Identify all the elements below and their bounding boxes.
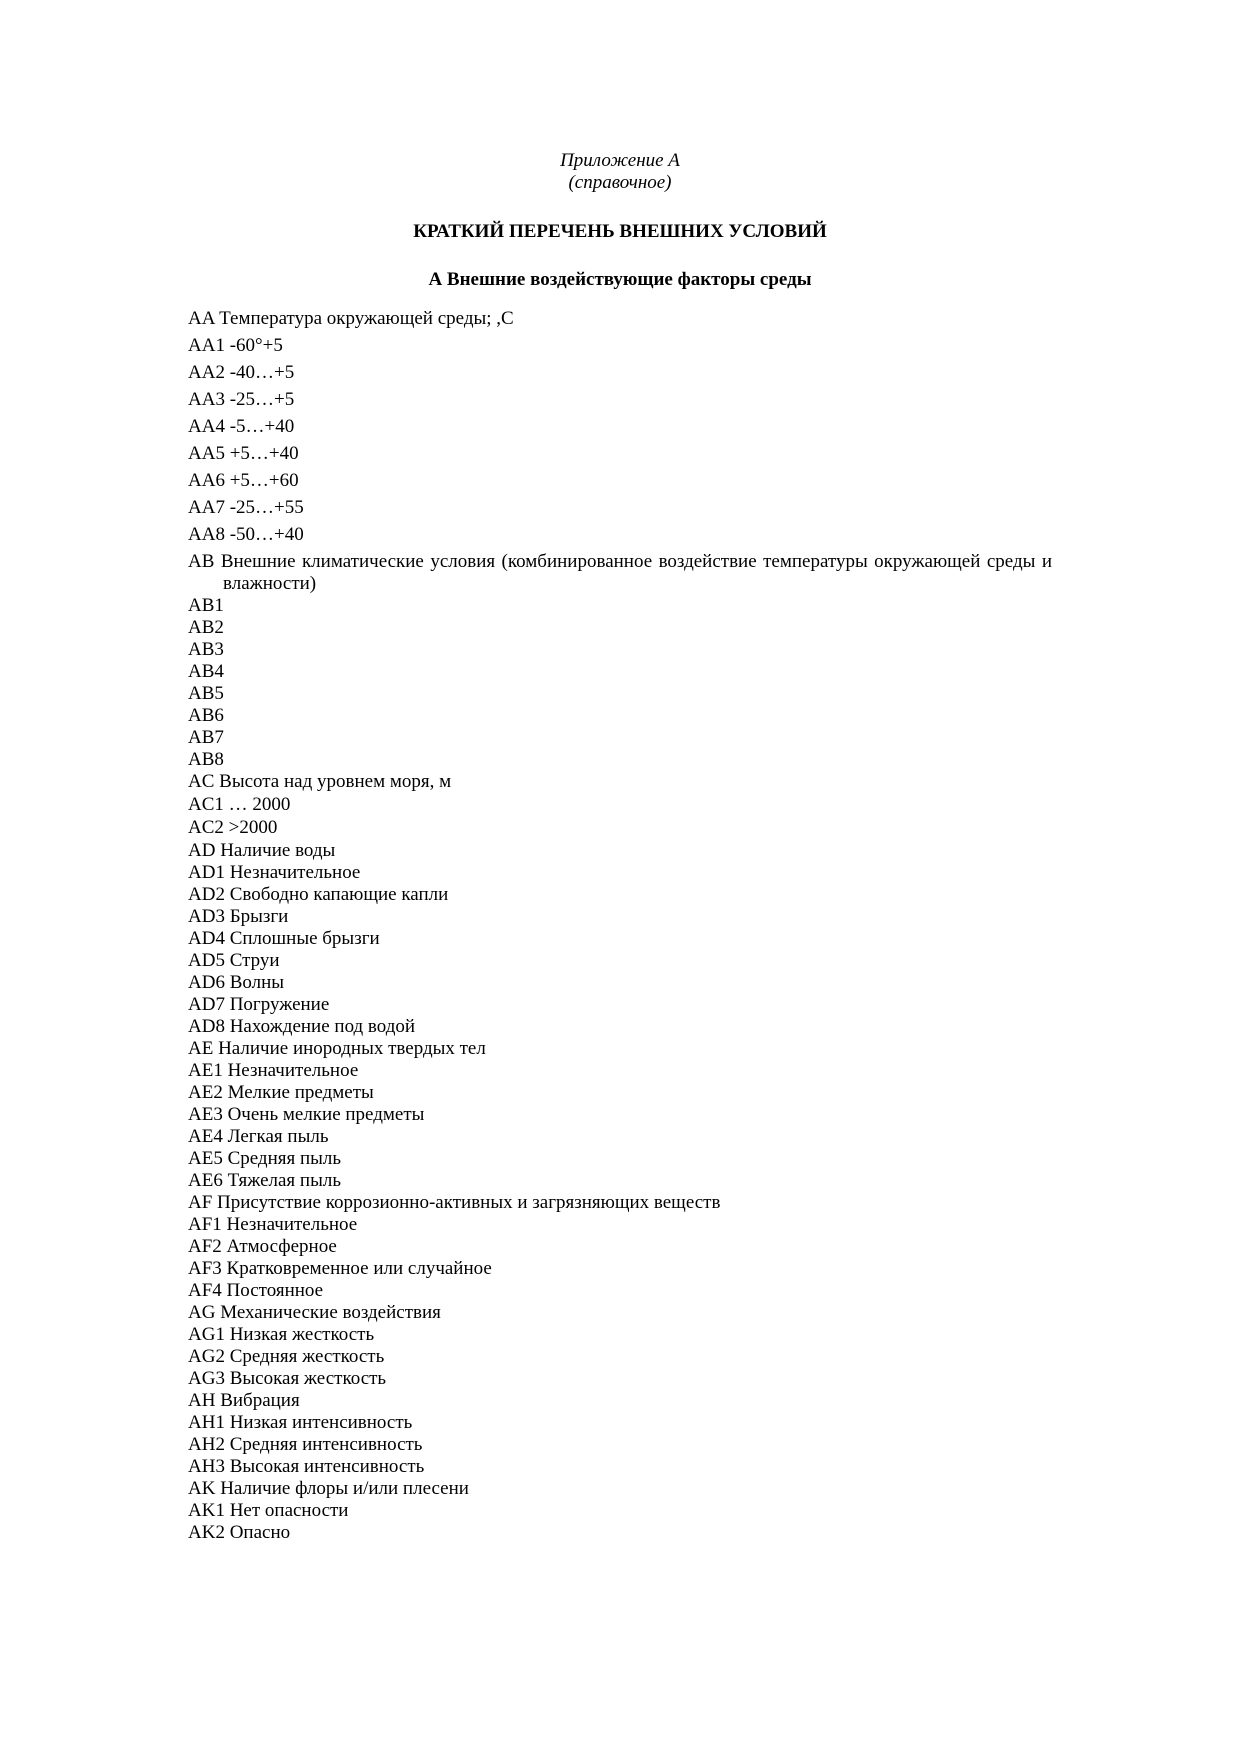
list-item: AA1 -60°+5: [188, 335, 283, 356]
list-item: AC2 >2000: [188, 817, 278, 838]
list-item: AH3 Высокая интенсивность: [188, 1456, 425, 1477]
list-item: AE6 Тяжелая пыль: [188, 1170, 341, 1191]
list-item: AD1 Незначительное: [188, 862, 361, 883]
list-item: AF1 Незначительное: [188, 1214, 358, 1235]
list-item: AA3 -25…+5: [188, 389, 295, 410]
document-title: КРАТКИЙ ПЕРЕЧЕНЬ ВНЕШНИХ УСЛОВИЙ: [413, 221, 827, 242]
list-item: AD5 Струи: [188, 950, 280, 971]
list-item: AF3 Кратковременное или случайное: [188, 1258, 492, 1279]
list-item: AB6: [188, 705, 224, 726]
list-item: AG2 Средняя жесткость: [188, 1346, 385, 1367]
list-item: AE2 Мелкие предметы: [188, 1082, 374, 1103]
list-item: AG Механические воздействия: [188, 1302, 441, 1323]
list-item: AE Наличие инородных твердых тел: [188, 1038, 486, 1059]
list-item: AE3 Очень мелкие предметы: [188, 1104, 425, 1125]
list-item: AB8: [188, 749, 224, 770]
appendix-note: (справочное): [568, 172, 672, 193]
list-item: AA6 +5…+60: [188, 470, 299, 491]
list-item: AA7 -25…+55: [188, 497, 304, 518]
list-item: AF4 Постоянное: [188, 1280, 324, 1301]
list-item: AB4: [188, 661, 224, 682]
list-item: AD4 Сплошные брызги: [188, 928, 380, 949]
list-item: AF Присутствие коррозионно-активных и загрязняющих веществ: [188, 1192, 721, 1213]
list-item: AD7 Погружение: [188, 994, 330, 1015]
list-item: AB2: [188, 617, 224, 638]
list-item: AB7: [188, 727, 224, 748]
list-item: AG3 Высокая жесткость: [188, 1368, 387, 1389]
list-item: AK Наличие флоры и/или плесени: [188, 1478, 469, 1499]
list-item: AH2 Средняя интенсивность: [188, 1434, 423, 1455]
list-item: AA4 -5…+40: [188, 416, 295, 437]
list-item: AB1: [188, 595, 224, 616]
conditions-list: [188, 308, 1052, 1544]
list-item: AA5 +5…+40: [188, 443, 299, 464]
list-item: AA2 -40…+5: [188, 362, 295, 383]
list-item: AG1 Низкая жесткость: [188, 1324, 375, 1345]
list-item: AK1 Нет опасности: [188, 1500, 349, 1521]
list-item: AD2 Свободно капающие капли: [188, 884, 449, 905]
list-item: AD6 Волны: [188, 972, 285, 993]
list-item: AB5: [188, 683, 224, 704]
list-item: AF2 Атмосферное: [188, 1236, 337, 1257]
list-item: AH1 Низкая интенсивность: [188, 1412, 413, 1433]
list-item: AE5 Средняя пыль: [188, 1148, 342, 1169]
list-item: AA Температура окружающей среды; ,С: [188, 308, 514, 329]
list-item: AK2 Опасно: [188, 1522, 291, 1543]
list-item: AD3 Брызги: [188, 906, 289, 927]
list-item: AH Вибрация: [188, 1390, 300, 1411]
list-item: AC Высота над уровнем моря, м: [188, 771, 452, 792]
appendix-label: Приложение А: [560, 150, 680, 171]
list-item: AC1 … 2000: [188, 794, 291, 815]
list-item: AD8 Нахождение под водой: [188, 1016, 416, 1037]
list-item: AE1 Незначительное: [188, 1060, 359, 1081]
list-item: AB3: [188, 639, 224, 660]
list-item: AD Наличие воды: [188, 840, 336, 861]
list-item: AE4 Легкая пыль: [188, 1126, 329, 1147]
list-item: AA8 -50…+40: [188, 524, 304, 545]
section-title: А Внешние воздействующие факторы среды: [428, 269, 812, 290]
list-item: AB Внешние климатические условия (комбинированное воздействие температуры окружающей среды и влажности): [188, 551, 1052, 594]
